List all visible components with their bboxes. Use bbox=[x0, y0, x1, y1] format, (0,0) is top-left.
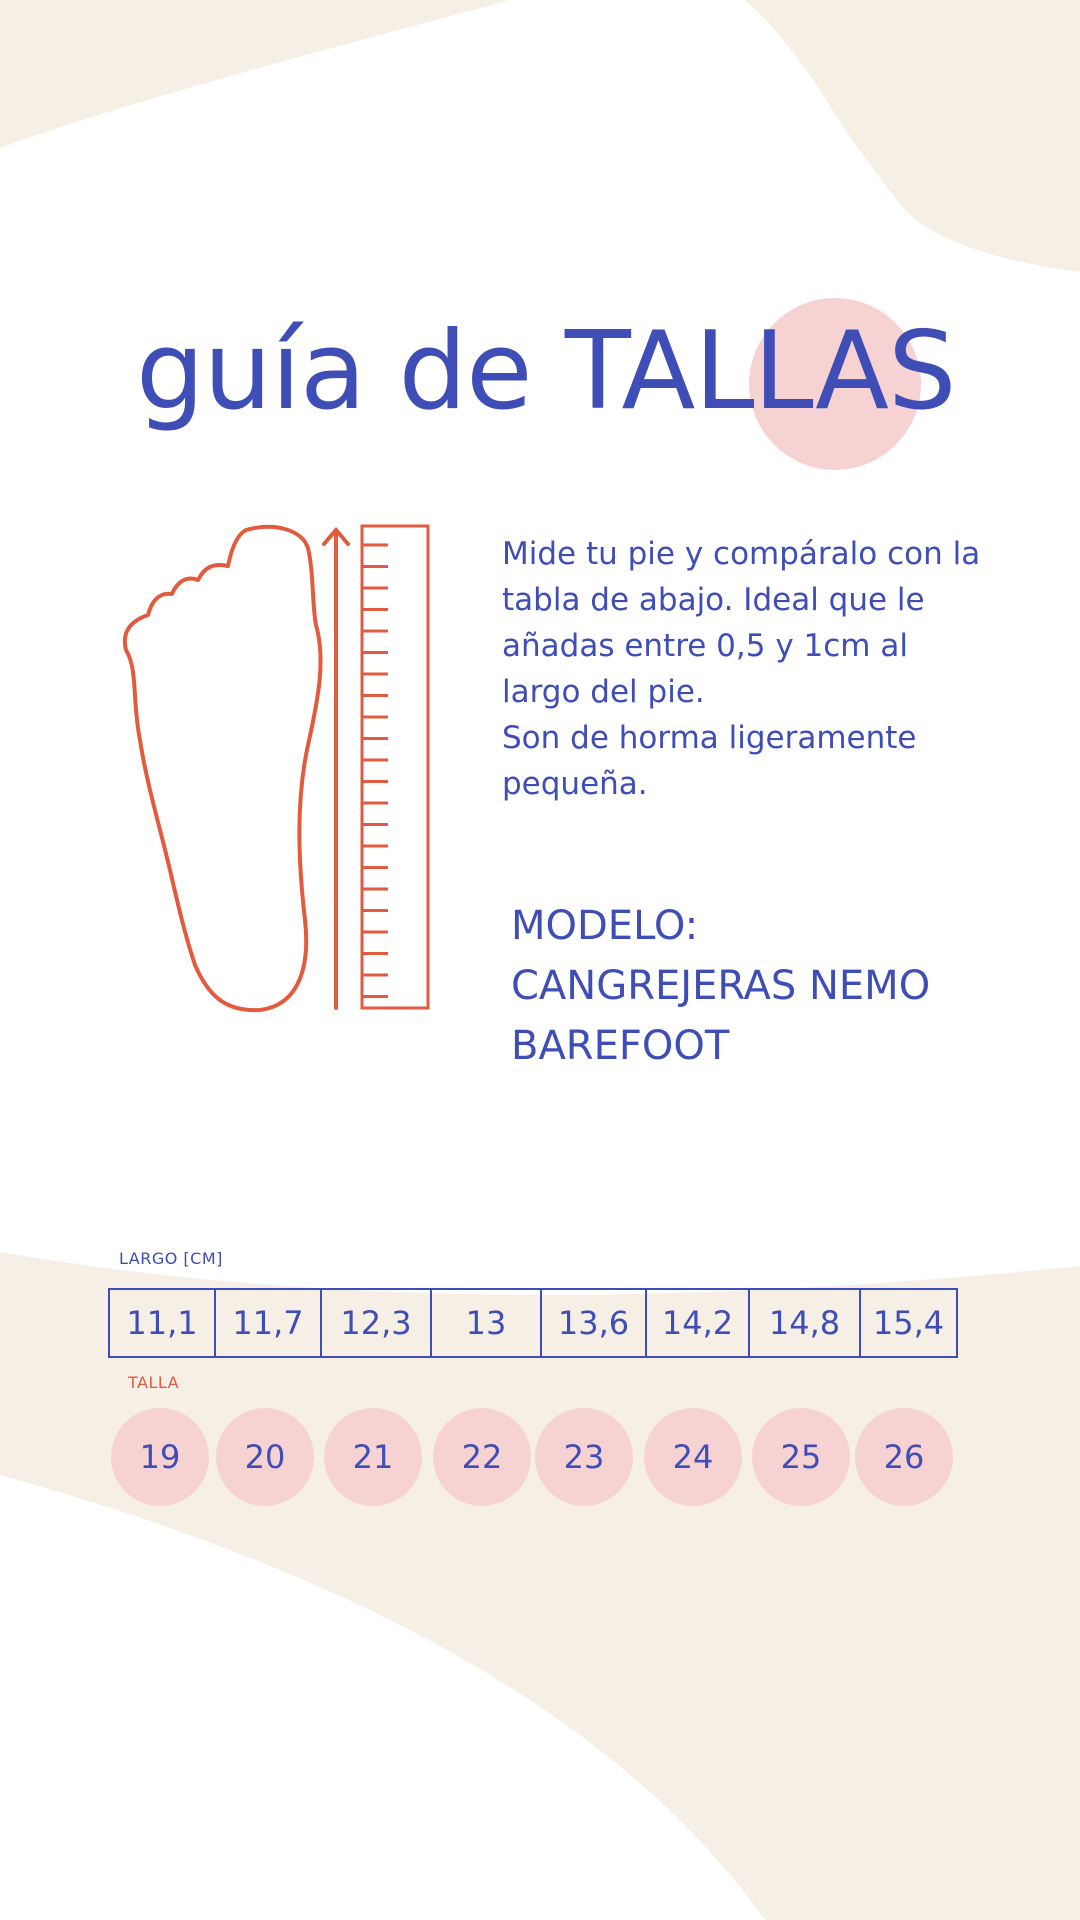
length-cell: 11,7 bbox=[214, 1290, 320, 1356]
largo-label: LARGO [CM] bbox=[119, 1249, 223, 1268]
instructions-paragraph: Mide tu pie y compáralo con la tabla de abajo. Ideal que le añadas entre 0,5 y 1cm al largo del pie. bbox=[502, 536, 981, 710]
size-row bbox=[0, 1408, 1080, 1508]
ruler-icon bbox=[362, 526, 428, 1008]
model-line: BAREFOOT bbox=[511, 1023, 730, 1069]
length-cell: 14,2 bbox=[645, 1290, 748, 1356]
length-cell: 15,4 bbox=[859, 1290, 956, 1356]
length-cell: 14,8 bbox=[748, 1290, 859, 1356]
size-circle: 20 bbox=[216, 1408, 314, 1506]
instructions-paragraph: Son de horma ligeramente pequeña. bbox=[502, 720, 917, 802]
length-cell: 12,3 bbox=[320, 1290, 430, 1356]
foot-measure-illustration bbox=[120, 518, 440, 1013]
length-cell: 13,6 bbox=[540, 1290, 645, 1356]
foot-outline-icon bbox=[125, 527, 321, 1010]
model-label: MODELO: bbox=[511, 903, 699, 949]
top-left-shape bbox=[0, 0, 510, 148]
page-title: guía de TALLAS bbox=[136, 309, 956, 434]
size-circle: 24 bbox=[644, 1408, 742, 1506]
up-arrow-icon bbox=[324, 530, 348, 1008]
size-circle: 19 bbox=[111, 1408, 209, 1506]
length-table bbox=[108, 1288, 958, 1358]
size-circle: 22 bbox=[433, 1408, 531, 1506]
talla-label: TALLA bbox=[128, 1373, 180, 1392]
size-circle: 21 bbox=[324, 1408, 422, 1506]
model-line: CANGREJERAS NEMO bbox=[511, 963, 931, 1009]
length-cell: 13 bbox=[430, 1290, 540, 1356]
model-name bbox=[511, 896, 991, 1076]
top-right-shape bbox=[745, 0, 1080, 272]
length-cell: 11,1 bbox=[126, 1304, 198, 1342]
size-circle: 26 bbox=[855, 1408, 953, 1506]
size-circle: 25 bbox=[752, 1408, 850, 1506]
instructions-text bbox=[502, 531, 982, 807]
size-circle: 23 bbox=[535, 1408, 633, 1506]
